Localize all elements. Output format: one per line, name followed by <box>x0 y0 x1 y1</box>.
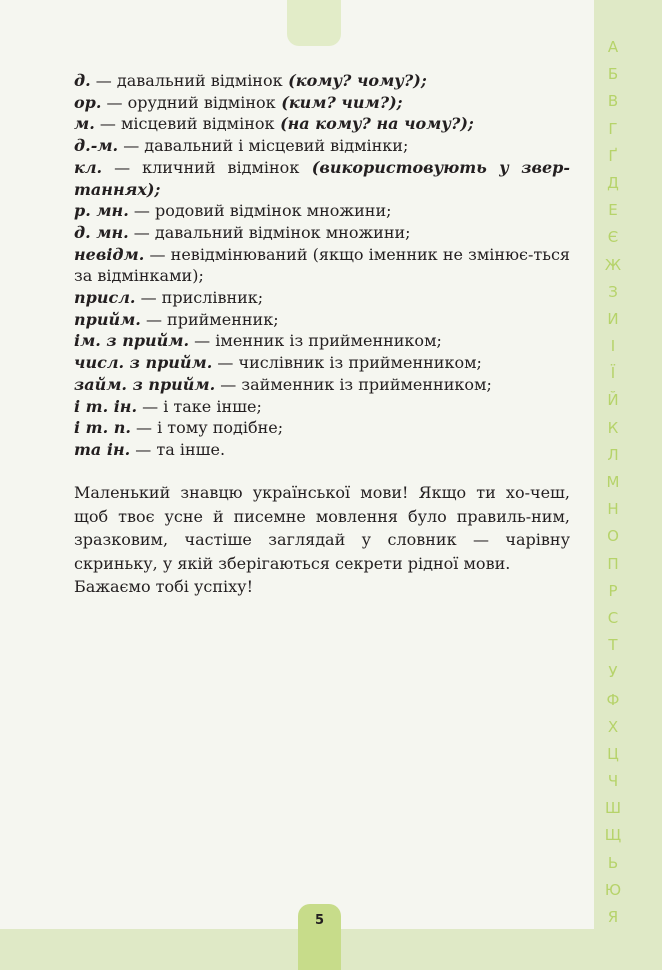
alphabet-letter: А <box>607 38 619 56</box>
alphabet-letter: М <box>606 473 620 491</box>
abbreviation: кл. <box>74 157 103 177</box>
alphabet-letter: Щ <box>604 826 622 845</box>
alphabet-letter: Я <box>607 908 619 926</box>
abbreviations-list <box>74 70 570 461</box>
abbreviation-meaning: і тому подібне; <box>157 418 284 438</box>
case-question: (кому? чому?); <box>282 71 427 90</box>
abbreviation-meaning: давальний і місцевий відмінки; <box>144 136 409 156</box>
abbreviation-dash: — <box>90 71 117 90</box>
abbreviation-row <box>74 330 570 352</box>
abbreviation-dash: — <box>118 136 145 156</box>
abbreviation-dash: — <box>215 374 242 394</box>
alphabet-letter: З <box>608 282 618 301</box>
abbreviation-meaning: займенник із прийменником; <box>241 374 492 394</box>
abbreviation: ор. <box>74 92 102 112</box>
alphabet-letter: Ь <box>607 853 619 872</box>
abbreviation-dash: — <box>130 439 157 459</box>
alphabet-letter: К <box>607 418 619 437</box>
abbreviation-meaning: іменник із прийменником; <box>215 331 442 351</box>
alphabet-letter: Ґ <box>608 146 618 165</box>
abbreviation-row <box>74 309 570 331</box>
abbreviation-meaning: давальний відмінок <box>116 71 283 90</box>
alphabet-letter: Ш <box>604 799 622 818</box>
case-question: (на кому? на чому?); <box>274 114 474 134</box>
abbreviation-meaning: прийменник; <box>167 309 279 329</box>
abbreviation-meaning: числівник із прийменником; <box>238 353 482 373</box>
alphabet-letter: Е <box>608 201 618 220</box>
alphabet-letter: Ц <box>607 744 619 763</box>
alphabet-index <box>594 34 632 931</box>
abbreviation-dash: — <box>137 396 164 416</box>
alphabet-letter: І <box>610 337 616 356</box>
abbreviation-row <box>74 417 570 439</box>
abbreviation: займ. з прийм. <box>74 374 216 394</box>
top-decorative-tab <box>287 0 341 46</box>
abbreviation: та ін. <box>74 439 131 459</box>
abbreviation-meaning: орудний відмінок <box>127 92 276 112</box>
abbreviation: невідм. <box>74 244 145 264</box>
abbreviation: м. <box>74 114 95 134</box>
abbreviation-dash: — <box>140 309 168 329</box>
paragraph-address: Маленький знавцю української мови! Якщо ти хо-чеш, щоб твоє усне й писемне мовлення було правиль-ним, зразковим, частіше заглядай у словник — чарівну скриньку, у якій зберігаються секрети рідної мови. <box>74 483 570 573</box>
alphabet-letter: У <box>608 663 618 682</box>
abbreviation-dash: — <box>94 114 121 134</box>
alphabet-letter: В <box>607 92 619 111</box>
paragraph-wish: Бажаємо тобі успіху! <box>74 577 254 596</box>
abbreviation-meaning: прислівник; <box>161 288 264 308</box>
abbreviation-dash: — <box>130 418 158 438</box>
alphabet-letter: С <box>607 608 619 627</box>
alphabet-letter: Д <box>607 173 619 192</box>
abbreviation-row <box>74 439 570 461</box>
abbreviation-dash: — <box>128 222 155 242</box>
abbreviation: і т. п. <box>74 418 131 438</box>
abbreviation-dash: — <box>135 288 162 308</box>
abbreviation-meaning: місцевий відмінок <box>120 114 275 134</box>
alphabet-letter: Б <box>607 65 619 84</box>
footer-band <box>0 929 594 970</box>
page-number: 5 <box>314 913 325 928</box>
abbreviation-meaning: та інше. <box>156 439 226 459</box>
alphabet-letter: Ю <box>604 880 622 899</box>
case-question: (ким? чим?); <box>275 92 403 112</box>
alphabet-letter: Є <box>607 228 619 247</box>
alphabet-letter: И <box>607 309 619 328</box>
abbreviation-row <box>74 374 570 396</box>
abbreviation-row <box>74 113 570 135</box>
alphabet-letter: Ф <box>606 690 620 709</box>
abbreviation-dash: — <box>212 353 239 373</box>
abbreviation-dash: — <box>128 201 155 221</box>
abbreviation: д.-м. <box>74 136 119 156</box>
abbreviation: р. мн. <box>74 201 129 221</box>
abbreviation-row <box>74 352 570 374</box>
abbreviation-row <box>74 200 570 222</box>
abbreviation: числ. з прийм. <box>74 353 213 373</box>
abbreviation-row <box>74 135 570 157</box>
intro-text <box>74 481 570 599</box>
abbreviation-row <box>74 244 570 287</box>
alphabet-letter: Г <box>608 119 618 138</box>
alphabet-letter: Т <box>608 636 618 655</box>
abbreviation: і т. ін. <box>74 396 138 416</box>
alphabet-letter: Ж <box>604 255 622 274</box>
abbreviation: прийм. <box>74 309 141 329</box>
alphabet-letter: Й <box>607 391 619 410</box>
alphabet-letter: Л <box>607 445 619 464</box>
abbreviation-dash: — <box>189 331 216 351</box>
abbreviation-meaning: родовий відмінок множини; <box>154 201 392 221</box>
alphabet-letter: Х <box>607 717 619 736</box>
abbreviation-row <box>74 396 570 418</box>
alphabet-letter: П <box>607 554 619 573</box>
abbreviation-row <box>74 287 570 309</box>
abbreviation: д. мн. <box>74 222 129 242</box>
abbreviation-row <box>74 157 570 200</box>
abbreviation: присл. <box>74 288 136 308</box>
abbreviation-dash: — <box>101 92 128 112</box>
abbreviation-meaning: невідмінюваний (якщо іменник не змінює-ться за відмінками); <box>74 244 570 286</box>
abbreviation-dash: — <box>102 157 143 177</box>
abbreviation-row <box>74 70 570 92</box>
abbreviation-meaning: кличний відмінок <box>142 157 300 177</box>
abbreviation-meaning: давальний відмінок множини; <box>154 222 411 242</box>
abbreviation-meaning: і таке інше; <box>163 396 262 416</box>
alphabet-letter: О <box>607 527 619 546</box>
abbreviation-row <box>74 92 570 114</box>
alphabet-letter: Ч <box>607 772 619 791</box>
abbreviation-dash: — <box>144 244 171 264</box>
alphabet-letter: Р <box>608 581 618 600</box>
alphabet-letter: Н <box>607 500 619 519</box>
abbreviation: д. <box>74 71 91 90</box>
abbreviation-row <box>74 222 570 244</box>
case-question: (використовують у звер-танняx); <box>74 157 571 199</box>
abbreviation: ім. з прийм. <box>74 331 190 351</box>
alphabet-letter: Ї <box>610 364 616 383</box>
